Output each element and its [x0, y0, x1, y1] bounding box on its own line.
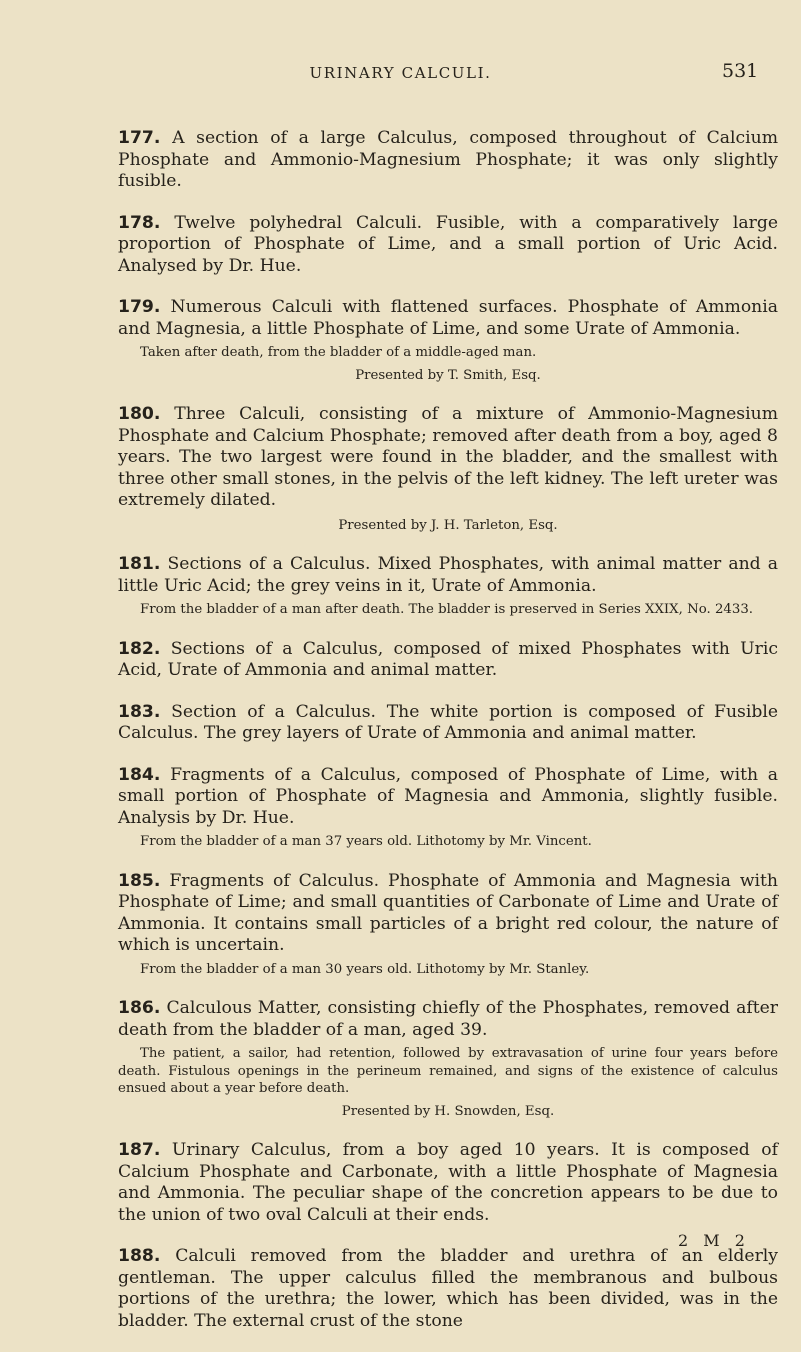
entry-number: 177.	[118, 128, 161, 148]
entry-paragraph	[118, 998, 778, 1041]
entry-paragraph	[118, 1246, 778, 1332]
entry-description: Fragments of a Calculus, composed of Phosphate of Lime, with a small portion of Phosphate of Magnesia and Ammonia, slightly fusible. Analysis by Dr. Hue.	[118, 764, 778, 828]
entry-number: 182.	[118, 638, 161, 659]
entry-number: 183.	[118, 701, 161, 722]
entry-paragraph	[118, 639, 778, 682]
entry-number: 181.	[118, 554, 161, 574]
entry-number: 179.	[118, 297, 161, 317]
entry-number: 186.	[118, 998, 161, 1018]
entry-donor: Presented by T. Smith, Esq.	[355, 367, 541, 383]
entry-note: The patient, a sailor, had retention, followed by extravasation of urine four years before death. Fistulous openings in the perineum remained, and signs of the existence of calculus ensued about a year before death.	[118, 1046, 778, 1096]
entry-description: Numerous Calculi with flattened surfaces. Phosphate of Ammonia and Magnesia, a little Phosphate of Lime, and some Urate of Ammonia.	[118, 297, 778, 339]
entry-paragraph	[118, 702, 778, 745]
entry-paragraph	[118, 297, 778, 340]
catalogue-entry	[118, 213, 778, 278]
entry-paragraph	[118, 871, 778, 957]
running-title: URINARY CALCULI.	[309, 64, 492, 82]
entry-description: Sections of a Calculus. Mixed Phosphates, with animal matter and a little Uric Acid; the grey veins in it, Urate of Ammonia.	[118, 554, 778, 596]
entry-description: Fragments of Calculus. Phosphate of Ammonia and Magnesia with Phosphate of Lime; and small quantities of Carbonate of Lime and Urate of Ammonia. It contains small particles of a bright red colour, the nature of which is uncertain.	[118, 870, 778, 955]
entry-paragraph	[118, 404, 778, 512]
entry-paragraph	[118, 1140, 778, 1226]
entry-description: Three Calculi, consisting of a mixture of Ammonio-Magnesium Phosphate and Calcium Phosphate; removed after death from a boy, aged 8 years. The two largest were found in the bladder, and the smallest with three other small stones, in the pelvis of the left kidney. The left ureter was extremely dilated.	[118, 404, 778, 510]
entry-paragraph	[118, 128, 778, 193]
catalogue-entry	[118, 639, 778, 682]
entry-number: 180.	[118, 404, 161, 424]
printer-signature: 2 M 2	[678, 1231, 750, 1250]
entry-paragraph	[118, 765, 778, 830]
entry-description: Section of a Calculus. The white portion is composed of Fusible Calculus. The grey layers of Urate of Ammonia and animal matter.	[118, 701, 778, 743]
entry-number: 188.	[118, 1246, 161, 1266]
catalogue-entry	[118, 871, 778, 979]
catalogue-entry	[118, 998, 778, 1120]
entry-description: A section of a large Calculus, composed throughout of Calcium Phosphate and Ammonio-Magnesium Phosphate; it was only slightly fusible.	[118, 128, 778, 191]
entry-note: Taken after death, from the bladder of a middle-aged man.	[140, 345, 537, 360]
entry-description: Calculi removed from the bladder and urethra of an elderly gentleman. The upper calculus filled the membranous and bulbous portions of the urethra; the lower, which has been divided, was in the bladder. The external crust of the stone	[118, 1246, 778, 1331]
entry-donor: Presented by J. H. Tarleton, Esq.	[338, 517, 558, 533]
catalogue-entry	[118, 1140, 778, 1226]
entry-number: 178.	[118, 212, 161, 233]
entry-number: 184.	[118, 764, 161, 785]
catalogue-entry	[118, 404, 778, 534]
entry-description: Calculous Matter, consisting chiefly of the Phosphates, removed after death from the bladder of a man, aged 39.	[118, 998, 778, 1040]
catalogue-entry	[118, 702, 778, 745]
entry-description: Sections of a Calculus, composed of mixed Phosphates with Uric Acid, Urate of Ammonia and animal matter.	[118, 638, 778, 680]
catalogue-entry	[118, 128, 778, 193]
entry-note: From the bladder of a man 30 years old. Lithotomy by Mr. Stanley.	[140, 961, 590, 977]
catalogue-entry	[118, 554, 778, 619]
catalogue-entry	[118, 1246, 778, 1332]
entry-donor: Presented by H. Snowden, Esq.	[341, 1103, 555, 1119]
entry-note: From the bladder of a man after death. The bladder is preserved in Series XXIX, No. 2433.	[140, 602, 754, 617]
page-number: 531	[722, 60, 759, 82]
entry-number: 185.	[118, 870, 161, 891]
entry-paragraph	[118, 213, 778, 278]
catalogue-entry	[118, 297, 778, 384]
entry-description: Urinary Calculus, from a boy aged 10 years. It is composed of Calcium Phosphate and Carbonate, with a little Phosphate of Magnesia and Ammonia. The peculiar shape of the concretion appears to be due to the union of two oval Calculi at their ends.	[118, 1140, 778, 1225]
entry-paragraph	[118, 554, 778, 597]
catalogue-entries	[118, 128, 778, 1352]
entry-note: From the bladder of a man 37 years old. Lithotomy by Mr. Vincent.	[140, 834, 592, 849]
entry-number: 187.	[118, 1140, 161, 1160]
entry-description: Twelve polyhedral Calculi. Fusible, with a comparatively large proportion of Phosphate of Lime, and a small portion of Uric Acid. Analysed by Dr. Hue.	[118, 212, 779, 276]
catalogue-entry	[118, 765, 778, 851]
